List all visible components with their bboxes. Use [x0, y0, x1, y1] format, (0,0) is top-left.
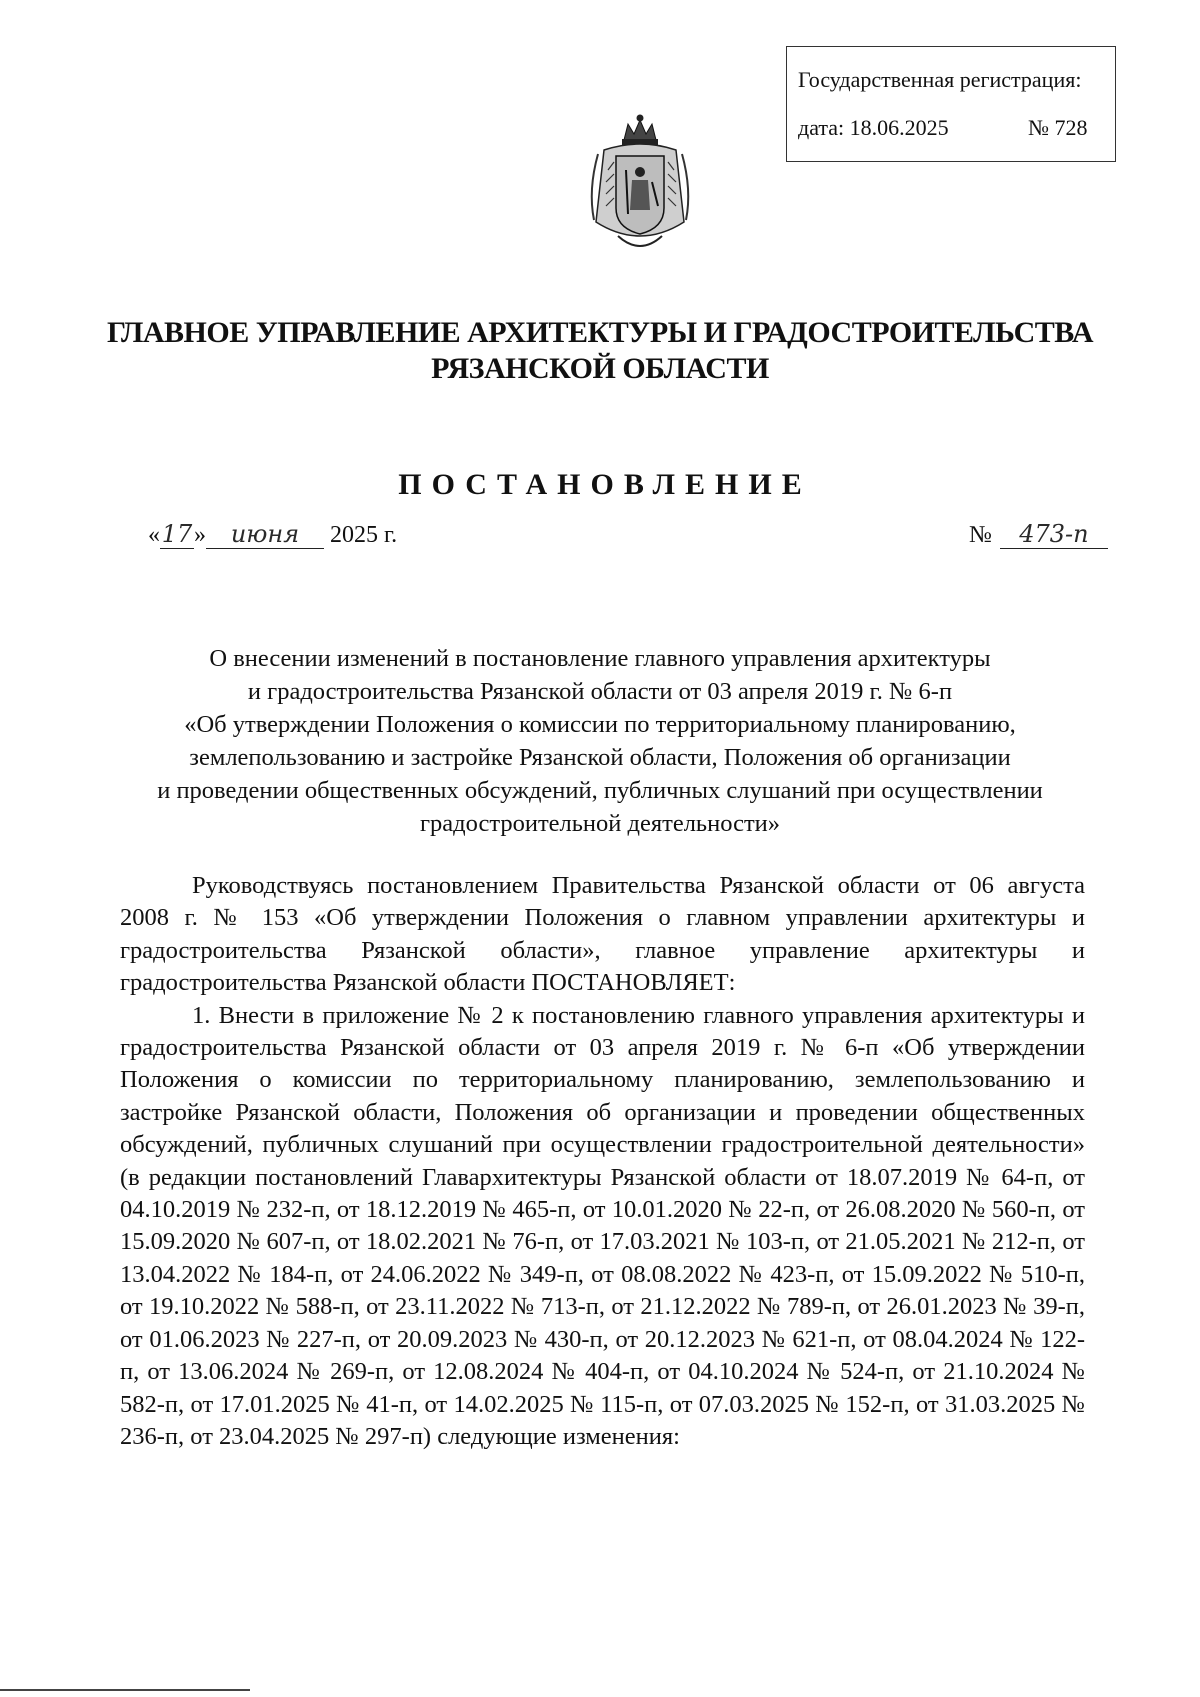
document-date	[148, 520, 397, 549]
date-open-quote: «	[148, 522, 160, 548]
date-year: 2025 г.	[330, 522, 398, 548]
subject-line: землепользованию и застройке Рязанской области, Положения об организации	[189, 744, 1011, 771]
item-1-paragraph: 1. Внести в приложение № 2 к постановлению главного управления архитектуры и градостроительства Рязанской области от 03 апреля 2019 г. № 6-п «Об утверждении Положения о комиссии по территориальному планированию, землепользованию и застройке Рязанской области, Положения об организации и проведении общественных обсуждений, публичных слушаний при осуществлении градостроительной деятельности» (в редакции постановлений Главархитектуры Рязанской области от 18.07.2019 № 64-п, от 04.10.2019 № 232-п, от 18.12.2019 № 465-п, от 10.01.2020 № 22-п, от 26.08.2020 № 560-п, от 15.09.2020 № 607-п, от 18.02.2021 № 76-п, от 17.03.2021 № 103-п, от 21.05.2021 № 212-п, от 13.04.2022 № 184-п, от 24.06.2022 № 349-п, от 08.08.2022 № 423-п, от 15.09.2022 № 510-п, от 19.10.2022 № 588-п, от 23.11.2022 № 713-п, от 21.12.2022 № 789-п, от 26.01.2023 № 39-п, от 01.06.2023 № 227-п, от 20.09.2023 № 430-п, от 20.12.2023 № 621-п, от 08.04.2024 № 122-п, от 13.06.2024 № 269-п, от 12.08.2024 № 404-п, от 04.10.2024 № 524-п, от 21.10.2024 № 582-п, от 17.01.2025 № 41-п, от 14.02.2025 № 115-п, от 07.03.2025 № 152-п, от 31.03.2025 № 236-п, от 23.04.2025 № 297-п) следующие изменения:	[120, 1001, 1085, 1450]
document-number	[969, 520, 1108, 549]
registration-stamp	[786, 46, 1116, 162]
organization-title-line-1: ГЛАВНОЕ УПРАВЛЕНИЕ АРХИТЕКТУРЫ И ГРАДОСТРОИТЕЛЬСТВА	[106, 316, 1094, 349]
document-body	[120, 870, 1085, 1453]
subject-line: и градостроительства Рязанской области от 03 апреля 2019 г. № 6-п	[247, 678, 953, 705]
subject-line: градостроительной деятельности»	[419, 810, 781, 837]
number-label: №	[969, 522, 992, 548]
handwritten-number: 473-п	[1000, 520, 1108, 549]
handwritten-day: 17	[161, 520, 193, 548]
ryazan-coat-of-arms-icon	[584, 110, 696, 260]
scan-artifact-divider	[0, 1689, 250, 1691]
subject-line: и проведении общественных обсуждений, публичных слушаний при осуществлении	[157, 777, 1043, 804]
organization-title-line-2: РЯЗАНСКОЙ ОБЛАСТИ	[431, 352, 769, 385]
preamble-paragraph: Руководствуясь постановлением Правительства Рязанской области от 06 августа 2008 г. № 153 «Об утверждении Положения о главном управлении архитектуры и градостроительства Рязанской области», главное управление архитектуры и градостроительства Рязанской области ПОСТАНОВЛЯЕТ:	[120, 872, 1085, 997]
date-close-quote: »	[194, 522, 206, 548]
subject-line: «Об утверждении Положения о комиссии по территориальному планированию,	[184, 711, 1016, 738]
subject-line: О внесении изменений в постановление главного управления архитектуры	[209, 645, 991, 672]
registration-date: дата: 18.06.2025	[798, 115, 949, 140]
registration-number: № 728	[1028, 115, 1088, 140]
document-type-heading: ПОСТАНОВЛЕНИЕ	[398, 468, 812, 501]
handwritten-month: июня	[206, 520, 324, 549]
document-subject	[110, 642, 1090, 840]
registration-title: Государственная регистрация:	[798, 67, 1082, 92]
